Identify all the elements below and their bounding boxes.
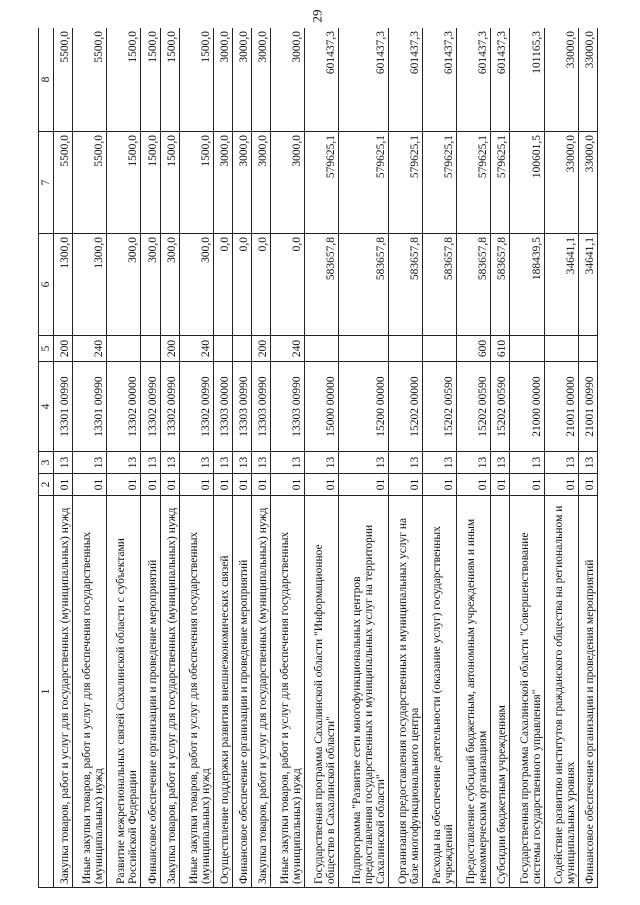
table-row bbox=[213, 28, 232, 888]
section-code: 01 bbox=[141, 474, 160, 496]
subsection-code: 13 bbox=[422, 452, 456, 474]
section-code: 01 bbox=[213, 474, 232, 496]
target-article-code: 13303 00990 bbox=[232, 362, 251, 452]
target-article-code: 15202 00590 bbox=[491, 362, 510, 452]
subsection-code: 13 bbox=[73, 452, 107, 474]
column-header-6: 6 bbox=[39, 234, 54, 336]
amount-col-8: 601437,3 bbox=[457, 28, 491, 132]
target-article-code: 13303 00990 bbox=[251, 362, 270, 452]
subsection-code: 13 bbox=[544, 452, 578, 474]
section-code: 01 bbox=[457, 474, 491, 496]
row-name: Иные закупки товаров, работ и услуг для обеспечения государственных (муниципальных) нужд bbox=[179, 496, 213, 888]
expense-type-code bbox=[544, 336, 578, 362]
expense-type-code bbox=[422, 336, 456, 362]
amount-col-7: 1500,0 bbox=[179, 132, 213, 234]
row-name: Государственная программа Сахалинской области "Совершенствование системы государственного управления" bbox=[510, 496, 544, 888]
row-name: Субсидии бюджетным учреждениям bbox=[491, 496, 510, 888]
amount-col-8: 601437,3 bbox=[422, 28, 456, 132]
amount-col-6: 300,0 bbox=[141, 234, 160, 336]
amount-col-6: 583657,8 bbox=[422, 234, 456, 336]
page-number: 29 bbox=[309, 9, 325, 23]
column-header-4: 4 bbox=[39, 362, 54, 452]
amount-col-7: 3000,0 bbox=[213, 132, 232, 234]
document-sheet bbox=[38, 28, 598, 888]
amount-col-6: 34641,1 bbox=[578, 234, 597, 336]
amount-col-8: 5500,0 bbox=[73, 28, 107, 132]
amount-col-8: 33000,0 bbox=[544, 28, 578, 132]
section-code: 01 bbox=[270, 474, 304, 496]
subsection-code: 13 bbox=[251, 452, 270, 474]
subsection-code: 13 bbox=[457, 452, 491, 474]
table-row bbox=[457, 28, 491, 888]
row-name: Содействие развитию институтов гражданского общества на региональном и муниципальных уровнях bbox=[544, 496, 578, 888]
amount-col-7: 33000,0 bbox=[578, 132, 597, 234]
subsection-code: 13 bbox=[578, 452, 597, 474]
rotated-table-container bbox=[38, 28, 598, 888]
section-code: 01 bbox=[544, 474, 578, 496]
row-name: Государственная программа Сахалинской области "Информационное общество в Сахалинской области" bbox=[305, 496, 339, 888]
row-name: Иные закупки товаров, работ и услуг для обеспечения государственных (муниципальных) нужд bbox=[73, 496, 107, 888]
subsection-code: 13 bbox=[107, 452, 141, 474]
amount-col-6: 0,0 bbox=[213, 234, 232, 336]
amount-col-7: 3000,0 bbox=[251, 132, 270, 234]
column-header-3: 3 bbox=[39, 452, 54, 474]
expense-type-code bbox=[232, 336, 251, 362]
section-code: 01 bbox=[160, 474, 179, 496]
row-name: Закупка товаров, работ и услуг для государственных (муниципальных) нужд bbox=[54, 496, 73, 888]
amount-col-6: 188439,5 bbox=[510, 234, 544, 336]
row-name: Развитие межрегиональных связей Сахалинской области с субъектами Российской Федерации bbox=[107, 496, 141, 888]
amount-col-8: 1500,0 bbox=[107, 28, 141, 132]
subsection-code: 13 bbox=[213, 452, 232, 474]
expense-type-code: 240 bbox=[73, 336, 107, 362]
expense-type-code bbox=[578, 336, 597, 362]
amount-col-6: 300,0 bbox=[160, 234, 179, 336]
section-code: 01 bbox=[251, 474, 270, 496]
expense-type-code bbox=[339, 336, 388, 362]
table-row bbox=[107, 28, 141, 888]
amount-col-7: 3000,0 bbox=[232, 132, 251, 234]
target-article-code: 13303 00990 bbox=[270, 362, 304, 452]
column-header-5: 5 bbox=[39, 336, 54, 362]
row-name: Финансовое обеспечение организации и проведения мероприятий bbox=[578, 496, 597, 888]
amount-col-6: 1300,0 bbox=[73, 234, 107, 336]
table-row bbox=[141, 28, 160, 888]
amount-col-7: 3000,0 bbox=[270, 132, 304, 234]
column-header-7: 7 bbox=[39, 132, 54, 234]
expense-type-code: 600 bbox=[457, 336, 491, 362]
section-code: 01 bbox=[388, 474, 422, 496]
amount-col-7: 33000,0 bbox=[544, 132, 578, 234]
row-name: Иные закупки товаров, работ и услуг для обеспечения государственных (муниципальных) нужд bbox=[270, 496, 304, 888]
row-name: Предоставление субсидий бюджетным, автономным учреждениям и иным некоммерческим организациям bbox=[457, 496, 491, 888]
amount-col-7: 579625,1 bbox=[491, 132, 510, 234]
amount-col-6: 583657,8 bbox=[388, 234, 422, 336]
amount-col-8: 5500,0 bbox=[54, 28, 73, 132]
column-header-2: 2 bbox=[39, 474, 54, 496]
amount-col-7: 579625,1 bbox=[305, 132, 339, 234]
row-name: Подпрограмма "Развитие сети многофункциональных центров предоставления государственных и муниципальных услуг на территории Сахалинской области" bbox=[339, 496, 388, 888]
table-row bbox=[160, 28, 179, 888]
target-article-code: 15200 00000 bbox=[339, 362, 388, 452]
amount-col-8: 601437,3 bbox=[491, 28, 510, 132]
amount-col-8: 3000,0 bbox=[270, 28, 304, 132]
amount-col-7: 1500,0 bbox=[107, 132, 141, 234]
section-code: 01 bbox=[578, 474, 597, 496]
table-row bbox=[491, 28, 510, 888]
amount-col-7: 5500,0 bbox=[54, 132, 73, 234]
expense-type-code bbox=[510, 336, 544, 362]
subsection-code: 13 bbox=[160, 452, 179, 474]
row-name: Финансовое обеспечение организации и проведение мероприятий bbox=[141, 496, 160, 888]
table-row bbox=[73, 28, 107, 888]
amount-col-8: 601437,3 bbox=[339, 28, 388, 132]
table-row bbox=[232, 28, 251, 888]
target-article-code: 15202 00590 bbox=[457, 362, 491, 452]
target-article-code: 13301 00990 bbox=[73, 362, 107, 452]
table-body bbox=[54, 28, 598, 888]
expense-type-code: 240 bbox=[179, 336, 213, 362]
subsection-code: 13 bbox=[141, 452, 160, 474]
target-article-code: 13302 00990 bbox=[141, 362, 160, 452]
amount-col-7: 579625,1 bbox=[388, 132, 422, 234]
subsection-code: 13 bbox=[54, 452, 73, 474]
section-code: 01 bbox=[54, 474, 73, 496]
amount-col-8: 3000,0 bbox=[232, 28, 251, 132]
amount-col-8: 1500,0 bbox=[160, 28, 179, 132]
target-article-code: 21000 00000 bbox=[510, 362, 544, 452]
row-name: Закупка товаров, работ и услуг для государственных (муниципальных) нужд bbox=[251, 496, 270, 888]
amount-col-8: 3000,0 bbox=[251, 28, 270, 132]
amount-col-8: 601437,3 bbox=[388, 28, 422, 132]
subsection-code: 13 bbox=[491, 452, 510, 474]
amount-col-8: 33000,0 bbox=[578, 28, 597, 132]
expense-type-code: 200 bbox=[54, 336, 73, 362]
section-code: 01 bbox=[491, 474, 510, 496]
row-name: Расходы на обеспечение деятельности (оказание услуг) государственных учреждений bbox=[422, 496, 456, 888]
amount-col-6: 0,0 bbox=[270, 234, 304, 336]
section-code: 01 bbox=[422, 474, 456, 496]
expense-type-code: 200 bbox=[160, 336, 179, 362]
amount-col-6: 583657,8 bbox=[305, 234, 339, 336]
amount-col-8: 101165,3 bbox=[510, 28, 544, 132]
amount-col-7: 579625,1 bbox=[339, 132, 388, 234]
amount-col-7: 579625,1 bbox=[422, 132, 456, 234]
target-article-code: 21001 00990 bbox=[578, 362, 597, 452]
section-code: 01 bbox=[179, 474, 213, 496]
amount-col-7: 1500,0 bbox=[141, 132, 160, 234]
section-code: 01 bbox=[107, 474, 141, 496]
expense-type-code bbox=[213, 336, 232, 362]
target-article-code: 15202 00590 bbox=[422, 362, 456, 452]
table-row bbox=[422, 28, 456, 888]
table-row bbox=[388, 28, 422, 888]
expense-type-code bbox=[305, 336, 339, 362]
column-header-1: 1 bbox=[39, 496, 54, 888]
budget-table bbox=[38, 28, 598, 888]
expense-type-code bbox=[388, 336, 422, 362]
subsection-code: 13 bbox=[388, 452, 422, 474]
section-code: 01 bbox=[305, 474, 339, 496]
target-article-code: 21001 00000 bbox=[544, 362, 578, 452]
target-article-code: 13302 00000 bbox=[107, 362, 141, 452]
header-row bbox=[39, 28, 54, 888]
amount-col-6: 34641,1 bbox=[544, 234, 578, 336]
table-row bbox=[544, 28, 578, 888]
amount-col-7: 1500,0 bbox=[160, 132, 179, 234]
section-code: 01 bbox=[232, 474, 251, 496]
section-code: 01 bbox=[339, 474, 388, 496]
amount-col-8: 601437,3 bbox=[305, 28, 339, 132]
amount-col-7: 100601,5 bbox=[510, 132, 544, 234]
amount-col-8: 1500,0 bbox=[141, 28, 160, 132]
amount-col-6: 0,0 bbox=[251, 234, 270, 336]
table-row bbox=[270, 28, 304, 888]
amount-col-7: 5500,0 bbox=[73, 132, 107, 234]
target-article-code: 15000 00000 bbox=[305, 362, 339, 452]
section-code: 01 bbox=[510, 474, 544, 496]
target-article-code: 13303 00000 bbox=[213, 362, 232, 452]
amount-col-7: 579625,1 bbox=[457, 132, 491, 234]
table-row bbox=[54, 28, 73, 888]
target-article-code: 13302 00990 bbox=[160, 362, 179, 452]
table-row bbox=[510, 28, 544, 888]
amount-col-6: 583657,8 bbox=[339, 234, 388, 336]
expense-type-code: 610 bbox=[491, 336, 510, 362]
target-article-code: 13301 00990 bbox=[54, 362, 73, 452]
expense-type-code: 240 bbox=[270, 336, 304, 362]
expense-type-code bbox=[141, 336, 160, 362]
amount-col-6: 0,0 bbox=[232, 234, 251, 336]
expense-type-code bbox=[107, 336, 141, 362]
expense-type-code: 200 bbox=[251, 336, 270, 362]
amount-col-6: 583657,8 bbox=[491, 234, 510, 336]
column-header-8: 8 bbox=[39, 28, 54, 132]
table-row bbox=[339, 28, 388, 888]
subsection-code: 13 bbox=[339, 452, 388, 474]
subsection-code: 13 bbox=[232, 452, 251, 474]
target-article-code: 15202 00000 bbox=[388, 362, 422, 452]
subsection-code: 13 bbox=[305, 452, 339, 474]
amount-col-6: 300,0 bbox=[107, 234, 141, 336]
amount-col-8: 1500,0 bbox=[179, 28, 213, 132]
amount-col-8: 3000,0 bbox=[213, 28, 232, 132]
row-name: Закупка товаров, работ и услуг для государственных (муниципальных) нужд bbox=[160, 496, 179, 888]
row-name: Организация предоставления государственных и муниципальных услуг на базе многофункционального центра bbox=[388, 496, 422, 888]
table-row bbox=[305, 28, 339, 888]
subsection-code: 13 bbox=[179, 452, 213, 474]
row-name: Финансовое обеспечение организации и проведение мероприятий bbox=[232, 496, 251, 888]
amount-col-6: 300,0 bbox=[179, 234, 213, 336]
table-row bbox=[578, 28, 597, 888]
table-row bbox=[179, 28, 213, 888]
amount-col-6: 1300,0 bbox=[54, 234, 73, 336]
subsection-code: 13 bbox=[510, 452, 544, 474]
row-name: Осуществление поддержки развития внешнеэкономических связей bbox=[213, 496, 232, 888]
table-row bbox=[251, 28, 270, 888]
subsection-code: 13 bbox=[270, 452, 304, 474]
section-code: 01 bbox=[73, 474, 107, 496]
amount-col-6: 583657,8 bbox=[457, 234, 491, 336]
target-article-code: 13302 00990 bbox=[179, 362, 213, 452]
